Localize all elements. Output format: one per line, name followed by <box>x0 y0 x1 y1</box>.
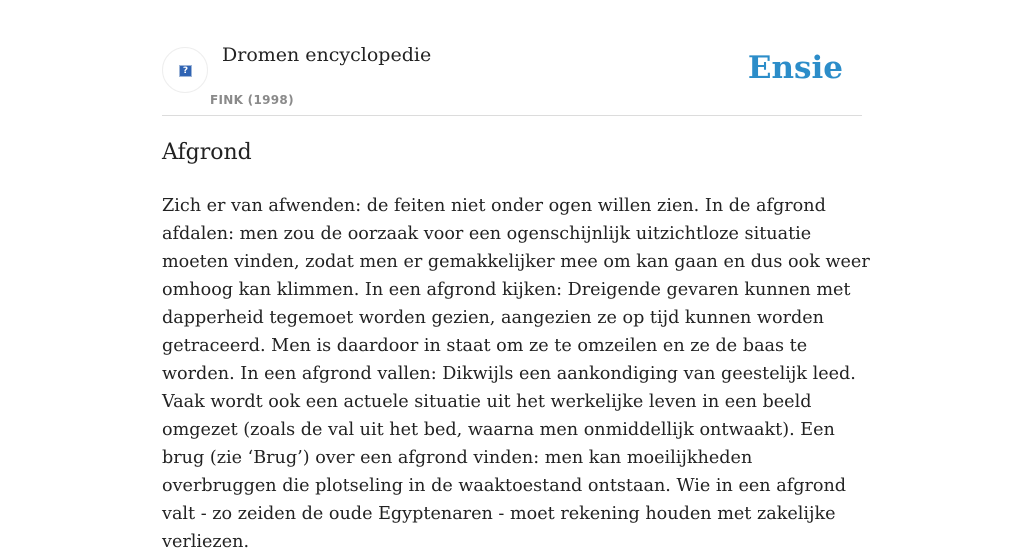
source-header <box>162 0 862 116</box>
brand-logo-link[interactable]: Ensie <box>747 50 843 86</box>
help-icon: ? <box>179 65 192 77</box>
entry-title: Afgrond <box>162 140 252 165</box>
source-meta: FINK (1998) <box>210 93 294 107</box>
entry-body: Zich er van afwenden: de feiten niet onder ogen willen zien. In de afgrond afdalen: men zou de oorzaak voor een ogenschijnlijk uitzichtloze situatie moeten vinden, zodat men er gemakkelijker mee om kan gaan en dus ook weer omhoog kan klimmen. In een afgrond kijken: Dreigende gevaren kunnen met dapperheid tegemoet worden gezien, aangezien ze op tijd kunnen worden getraceerd. Men is daardoor in staat om ze te omzeilen en ze de baas te worden. In een afgrond vallen: Dikwijls een aankondiging van geestelijk leed. Vaak wordt ook een actuele situatie uit het werkelijke leven in een beeld omgezet (zoals de val uit het bed, waarna men onmiddellijk ontwaakt). Een brug (zie ‘Brug’) over een afgrond vinden: men kan moeilijkheden overbruggen die plotseling in de waaktoestand ontstaan. Wie in een afgrond valt - zo zeiden de oude Egyptenaren - moet rekening houden met zakelijke verliezen. <box>162 196 870 552</box>
source-title[interactable]: Dromen encyclopedie <box>222 44 432 66</box>
source-avatar[interactable] <box>162 47 208 93</box>
